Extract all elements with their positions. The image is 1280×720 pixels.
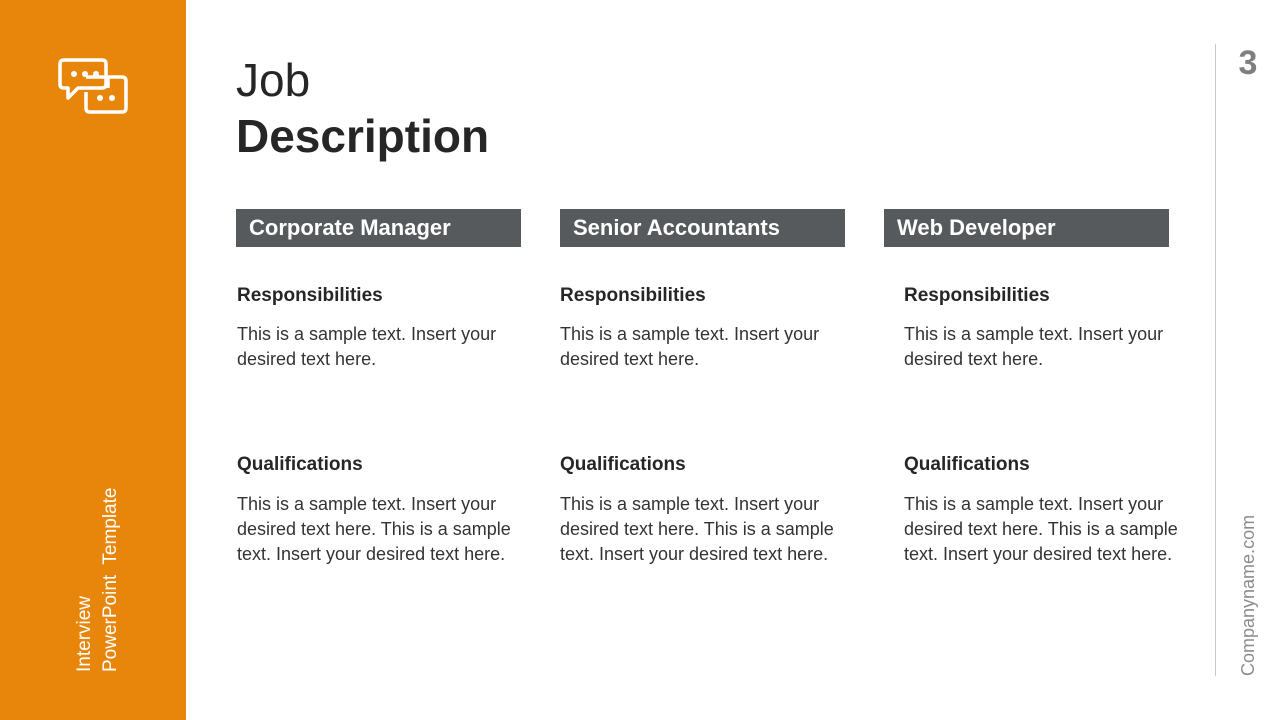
sidebar-caption xyxy=(72,488,124,672)
job-column-web-developer xyxy=(884,209,1184,564)
page-title-line1: Job xyxy=(236,54,311,106)
responsibilities-text: This is a sample text. Insert your desired text here. xyxy=(904,324,1164,369)
qualifications-label: Qualifications xyxy=(237,454,363,475)
sidebar xyxy=(0,0,186,720)
responsibilities-label: Responsibilities xyxy=(904,285,1050,306)
qualifications-text: This is a sample text. Insert your desired text here. This is a sample text. Insert your desired text here. xyxy=(560,494,834,564)
page-number: 3 xyxy=(1238,44,1258,82)
page-title-line2: Description xyxy=(236,110,490,162)
responsibilities-label: Responsibilities xyxy=(237,285,383,306)
sidebar-caption-line1: Interview xyxy=(74,595,95,672)
chat-bubbles-icon xyxy=(58,57,128,115)
job-column-corporate-manager xyxy=(236,209,536,564)
qualifications-label: Qualifications xyxy=(904,454,1030,475)
job-column-senior-accountants xyxy=(560,209,860,564)
sidebar-caption-line2: PowerPoint Template xyxy=(100,487,121,672)
job-title-header: Corporate Manager xyxy=(236,209,521,247)
qualifications-text: This is a sample text. Insert your desired text here. This is a sample text. Insert your desired text here. xyxy=(904,494,1178,564)
qualifications-label: Qualifications xyxy=(560,454,686,475)
responsibilities-text: This is a sample text. Insert your desired text here. xyxy=(237,324,497,369)
vertical-divider xyxy=(1215,44,1216,676)
job-title-header: Senior Accountants xyxy=(560,209,845,247)
responsibilities-text: This is a sample text. Insert your desired text here. xyxy=(560,324,820,369)
company-name: Companyname.com xyxy=(1238,514,1258,676)
responsibilities-label: Responsibilities xyxy=(560,285,706,306)
qualifications-text: This is a sample text. Insert your desired text here. This is a sample text. Insert your desired text here. xyxy=(237,494,511,564)
job-title-header: Web Developer xyxy=(884,209,1169,247)
